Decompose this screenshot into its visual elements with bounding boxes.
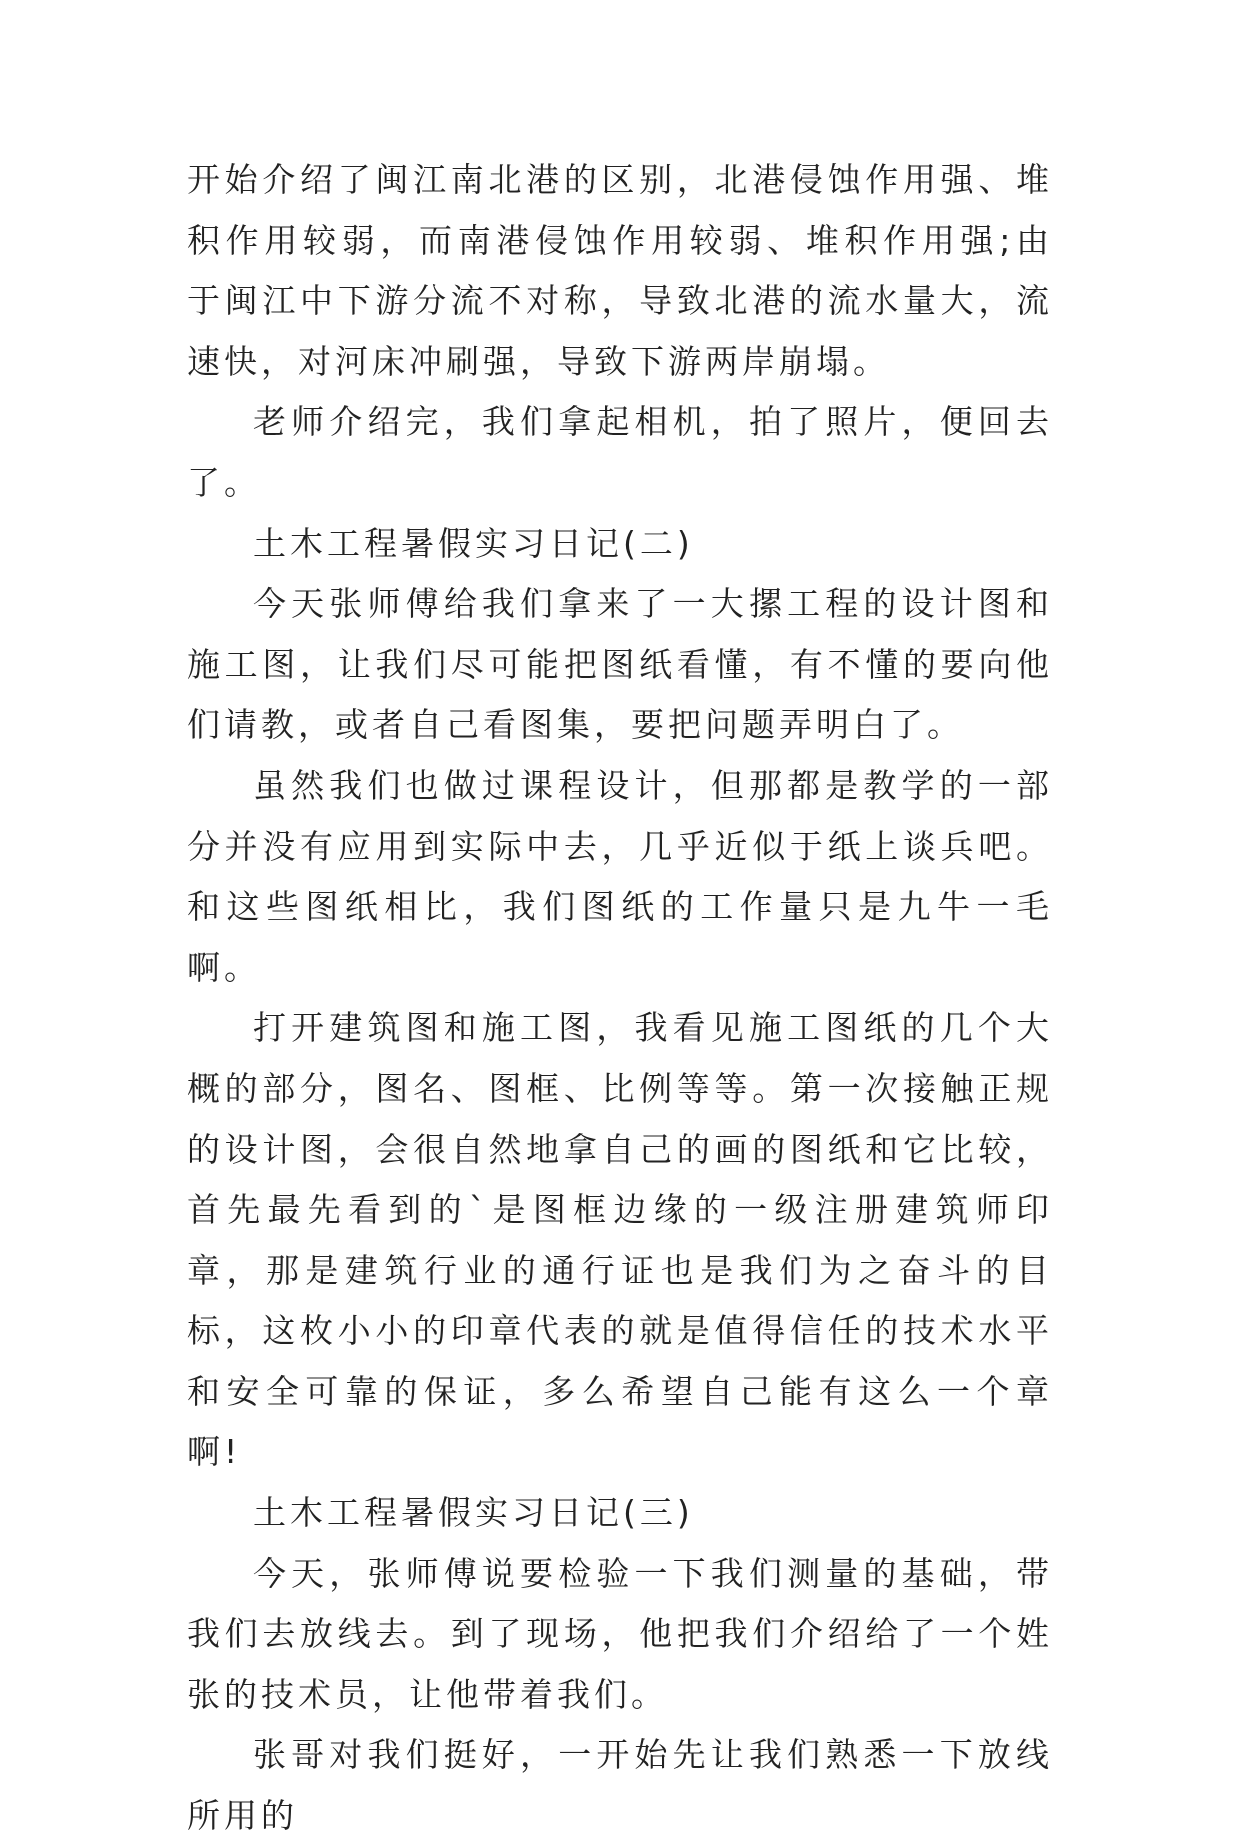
document-body	[187, 150, 1053, 1847]
paragraph-4: 虽然我们也做过课程设计，但那都是教学的一部分并没有应用到实际中去，几乎近似于纸上谈兵吧。和这些图纸相比，我们图纸的工作量只是九牛一毛啊。	[187, 765, 1053, 987]
paragraph-7: 张哥对我们挺好，一开始先让我们熟悉一下放线所用的	[187, 1735, 1053, 1836]
paragraph-6: 今天，张师傅说要检验一下我们测量的基础，带我们去放线去。到了现场，他把我们介绍给了一个姓张的技术员，让他带着我们。	[187, 1553, 1053, 1714]
section-heading-3: 土木工程暑假实习日记(三)	[253, 1493, 694, 1533]
paragraph-5: 打开建筑图和施工图，我看见施工图纸的几个大概的部分，图名、图框、比例等等。第一次接触正规的设计图，会很自然地拿自己的画的图纸和它比较，首先最先看到的`是图框边缘的一级注册建筑师印章，那是建筑行业的通行证也是我们为之奋斗的目标，这枚小小的印章代表的就是值得信任的技术水平和安全可靠的保证，多么希望自己能有这么一个章啊!	[187, 1008, 1053, 1472]
paragraph-3: 今天张师傅给我们拿来了一大摞工程的设计图和施工图，让我们尽可能把图纸看懂，有不懂的要向他们请教，或者自己看图集，要把问题弄明白了。	[187, 584, 1053, 745]
paragraph-2: 老师介绍完，我们拿起相机，拍了照片，便回去了。	[187, 402, 1053, 502]
section-heading-2: 土木工程暑假实习日记(二)	[253, 523, 694, 563]
paragraph-1: 开始介绍了闽江南北港的区别，北港侵蚀作用强、堆积作用较弱，而南港侵蚀作用较弱、堆积作用强;由于闽江中下游分流不对称，导致北港的流水量大，流速快，对河床冲刷强，导致下游两岸崩塌。	[187, 160, 1053, 381]
